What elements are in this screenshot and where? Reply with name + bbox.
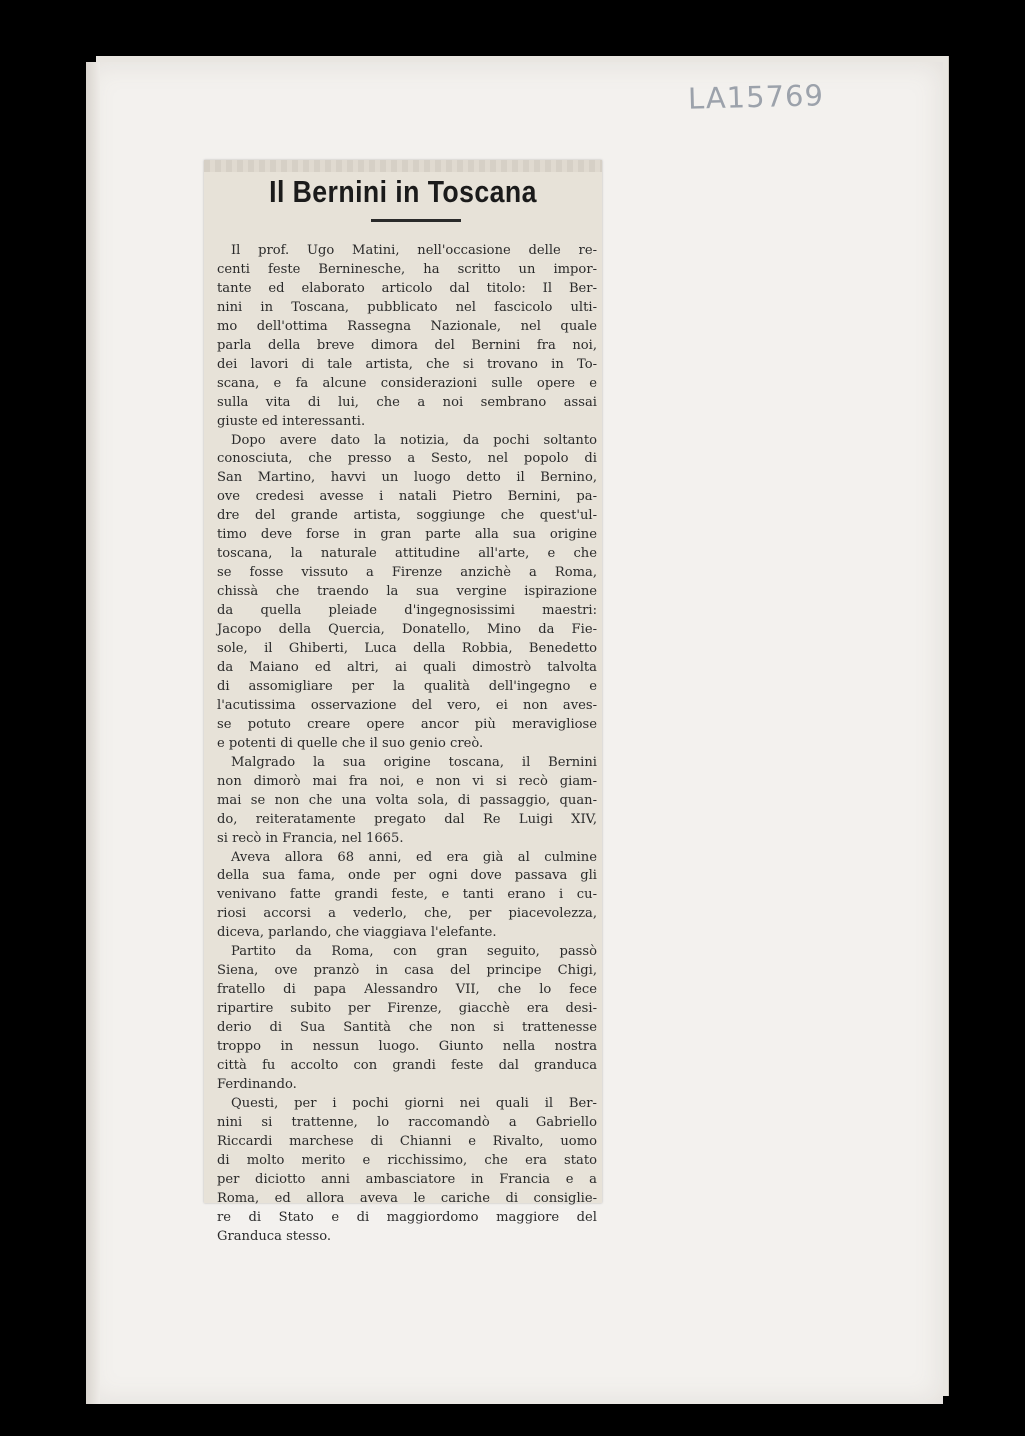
article-line: derio di Sua Santità che non si trattenesse [217,1020,597,1036]
article-line: Dopo avere dato la notizia, da pochi soltanto [231,432,597,448]
article-line: riosi accorsi a vederlo, che, per piacevolezza, [217,906,597,922]
article-line: Jacopo della Quercia, Donatello, Mino da Fie- [217,622,597,638]
article-line: conosciuta, che presso a Sesto, nel popolo di [217,451,597,467]
article-line: troppo in nessun luogo. Giunto nella nostra [217,1039,597,1055]
article-line: non dimorò mai fra noi, e non vi si recò giam- [217,773,597,789]
article-line: sole, il Ghiberti, Luca della Robbia, Benedetto [217,641,597,657]
article-line: diceva, parlando, che viaggiava l'elefante. [217,925,497,941]
article-line: Granduca stesso. [217,1228,332,1244]
article-line: chissà che traendo la sua vergine ispirazione [217,584,597,600]
article-line: fratello di papa Alessandro VII, che lo fece [217,982,597,998]
article-body [217,242,597,1247]
article-line: nini in Toscana, pubblicato nel fascicolo ulti- [217,299,597,315]
article-line: timo deve forse in gran parte alla sua origine [217,527,597,543]
article-line: e potenti di quelle che il suo genio creò. [217,735,484,751]
article-line: di molto merito e ricchissimo, che era stato [217,1152,597,1168]
article-line: l'acutissima osservazione del vero, ei non aves- [217,697,597,713]
title-rule [371,219,461,222]
article-line: tante ed elaborato articolo dal titolo: Il Ber- [217,280,597,296]
article-line: dre del grande artista, soggiunge che quest'ul- [217,508,597,524]
newspaper-clipping [204,160,602,1244]
article-line: Aveva allora 68 anni, ed era già al culmine [231,849,597,865]
article-line: Questi, per i pochi giorni nei quali il Ber- [231,1095,597,1111]
article-line: si recò in Francia, nel 1665. [217,830,404,846]
article-line: dei lavori di tale artista, che si trovano in To- [217,356,597,372]
article-line: San Martino, havvi un luogo detto il Bernino, [217,470,597,486]
article-line: Roma, ed allora aveva le cariche di consiglie- [217,1190,597,1206]
article-line: per diciotto anni ambasciatore in Francia e a [217,1171,597,1187]
article-line: della sua fama, onde per ogni dove passava gli [217,868,597,884]
article-line: Ferdinando. [217,1076,297,1092]
article-line: da Maiano ed altri, ai quali dimostrò talvolta [217,659,597,675]
article-line: scana, e fa alcune considerazioni sulle opere e [217,375,597,391]
sheet-edge [86,62,100,1404]
article-line: se potuto creare opere ancor più meravigliose [217,716,597,732]
article-line: centi feste Berninesche, ha scritto un impor- [217,261,597,277]
article-line: ove credesi avesse i natali Pietro Bernini, pa- [217,489,597,505]
article-line: mai se non che una volta sola, di passaggio, quan- [217,792,597,808]
clipping-torn-top-strip [204,160,602,172]
article-line: Riccardi marchese di Chianni e Rivalto, uomo [217,1133,597,1149]
handwritten-inventory-number: LA15769 [687,78,825,116]
article-line: giuste ed interessanti. [217,413,366,429]
article-line: Malgrado la sua origine toscana, il Bernini [231,754,597,770]
article-line: Partito da Roma, con gran seguito, passò [231,944,597,960]
article-line: città fu accolto con grandi feste dal granduca [217,1057,597,1073]
article-line: nini si trattenne, lo raccomandò a Gabriello [217,1114,597,1130]
article-line: do, reiteratamente pregato dal Re Luigi XIV, [217,811,597,827]
article-line: re di Stato e di maggiordomo maggiore del [217,1209,597,1225]
article-line: sulla vita di lui, che a noi sembrano assai [217,394,597,410]
article-line: parla della breve dimora del Bernini fra noi, [217,337,597,353]
article-line: di assomigliare per la qualità dell'ingegno e [217,678,597,694]
article-line: Il prof. Ugo Matini, nell'occasione delle re- [231,243,597,258]
article-title: Il Bernini in Toscana [269,174,537,209]
article-line: toscana, la naturale attitudine all'arte, e che [217,546,597,562]
article-line: da quella pleiade d'ingegnosissimi maestri: [217,603,597,619]
article-line: mo dell'ottima Rassegna Nazionale, nel quale [217,318,597,334]
article-line: Siena, ove pranzò in casa del principe Chigi, [217,963,597,979]
article-line: se fosse vissuto a Firenze anzichè a Roma, [217,565,597,581]
article-line: ripartire subito per Firenze, giacchè era desi- [217,1001,597,1017]
article-line: venivano fatte grandi feste, e tanti erano i cu- [217,887,597,903]
